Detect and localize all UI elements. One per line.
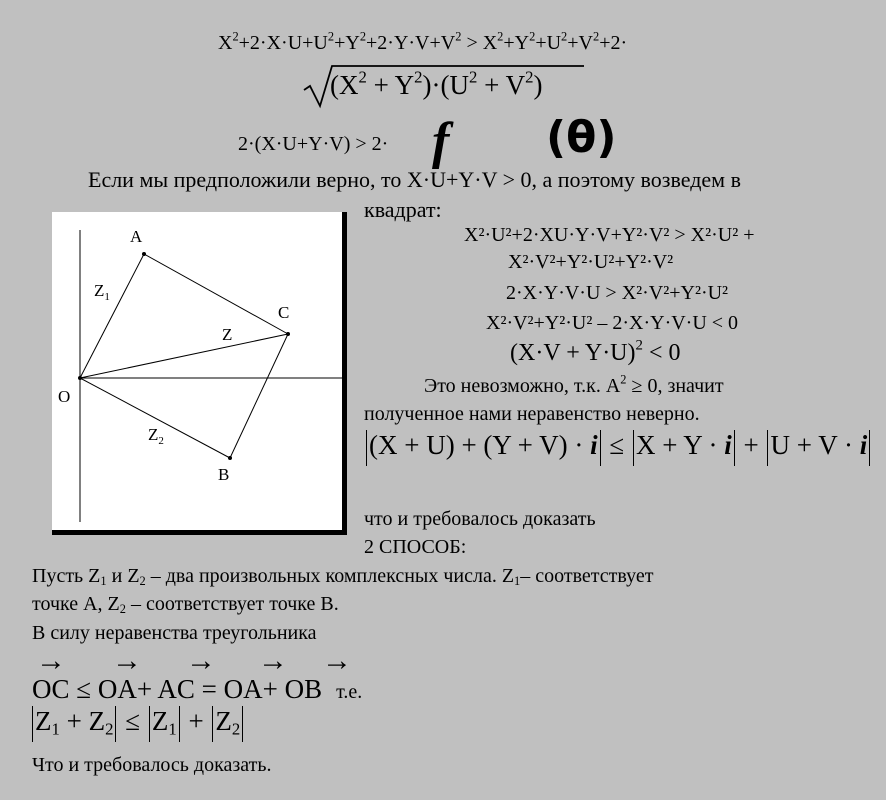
point-b (228, 456, 232, 460)
vector-oa (80, 254, 144, 378)
triangle-inequality-1: (X + U) + (Y + V) · i ≤ X + Y · i + U + V · i (364, 430, 872, 466)
label-z1: $Z_1$ (94, 281, 110, 303)
label-z2: $Z_2$ (148, 425, 164, 447)
arrow-oa2-icon: → (258, 644, 288, 677)
label-c: C (278, 303, 290, 322)
vector-ob (80, 378, 230, 458)
squared-row-5: $(X\cdot V + Y\cdot U)^2 < 0$ (510, 337, 681, 366)
impossible-line-1: Это невозможно, т.к. $A^2 \ge 0$, значит (424, 372, 724, 397)
triangle-inequality-2: $Z_1 + Z_2 \le Z_1 + Z_2$ (30, 706, 245, 742)
squared-row-2: X²·V²+Y²·U²+Y²·V² (508, 251, 674, 273)
vector-diagram (52, 212, 347, 535)
paragraph-2-line-2: точке A, $Z_2$ – соответствует точке B. (32, 593, 339, 617)
arrow-oc-icon: → (36, 644, 66, 677)
point-c (286, 332, 290, 336)
squared-row-3: 2·X·Y·V·U > X²·V²+Y²·U² (506, 282, 729, 304)
point-a (142, 252, 146, 256)
squared-row-4: X²·V²+Y²·U² – 2·X·Y·V·U < 0 (486, 312, 739, 334)
arrow-oa1-icon: → (112, 644, 142, 677)
formula-f-symbol: f (432, 113, 450, 170)
label-a: A (130, 227, 143, 246)
diagram-svg (52, 212, 342, 530)
vector-equation: OC ≤ OA+ AC = OA+ OB т.е. (32, 674, 363, 704)
sqrt-formula: $(X^2 + Y^2)\cdot(U^2 + V^2)$ (300, 60, 590, 110)
paragraph-1: Если мы предположили верно, то X·U+Y·V > 0, а поэтому возведем в (88, 167, 741, 192)
paragraph-1-continued: квадрат: (364, 197, 442, 222)
segment-ac (144, 254, 288, 334)
label-b: B (218, 465, 230, 484)
formula-theta: (θ) (546, 112, 617, 163)
qed-2: Что и требовалось доказать. (32, 754, 272, 776)
label-o: O (58, 387, 71, 406)
vector-oc (80, 334, 288, 378)
arrow-ob-icon: → (322, 644, 352, 677)
squared-row-1: X²·U²+2·XU·Y·V+Y²·V² > X²·U² + (464, 224, 755, 246)
segment-cb (230, 334, 288, 458)
arrow-ac-icon: → (186, 644, 216, 677)
qed-1: что и требовалось доказать (364, 508, 596, 530)
label-z: Z (222, 325, 233, 344)
paragraph-2-line-3: В силу неравенства треугольника (32, 622, 317, 644)
point-o (78, 376, 82, 380)
formula-line-1: $X^2+2\cdot X\cdot U+U^2+Y^2+2\cdot Y\cdot V+V^2 > X^2+Y^2+U^2+V^2+2\cdot$ (218, 29, 628, 54)
method-2-heading: 2 СПОСОБ: (364, 536, 467, 558)
formula-line-3: 2·(X·U+Y·V) > 2· (238, 133, 389, 155)
impossible-line-2: полученное нами неравенство неверно. (364, 403, 700, 425)
paragraph-2-line-1: Пусть $Z_1$ и $Z_2$ – два произвольных комплексных числа. $Z_1-$ соответствует (32, 565, 654, 589)
